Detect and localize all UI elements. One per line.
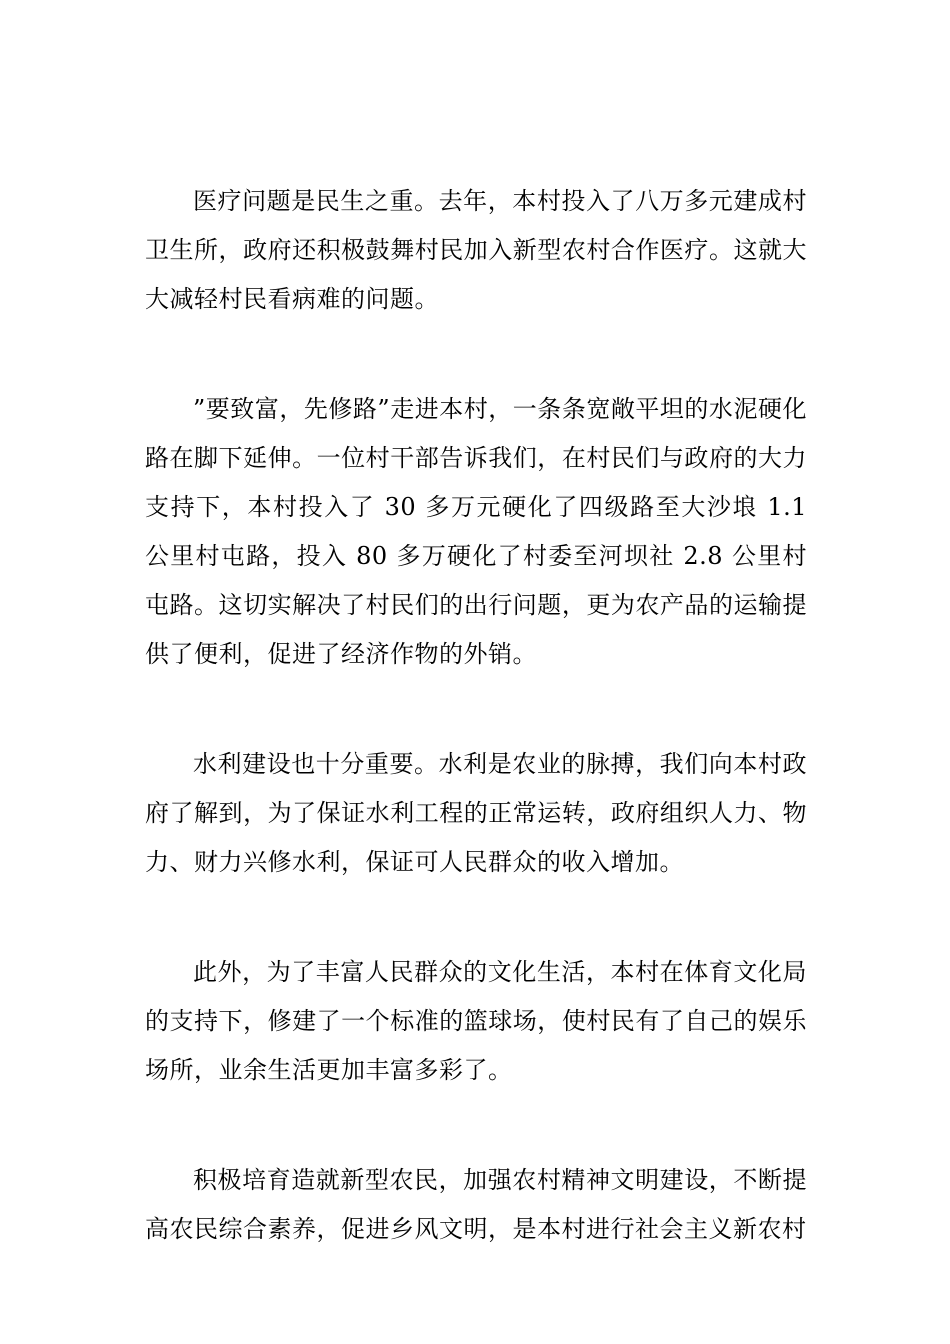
paragraph-medical: 医疗问题是民生之重。去年，本村投入了八万多元建成村卫生所，政府还积极鼓舞村民加入新型农村合作医疗。这就大大减轻村民看病难的问题。 (145, 187, 807, 313)
paragraph-new-farmers: 积极培育造就新型农民，加强农村精神文明建设，不断提高农民综合素养，促进乡风文明，是本村进行社会主义新农村 (145, 1166, 807, 1243)
document-page (145, 177, 807, 1315)
paragraph-roads: ”要致富，先修路”走进本村，一条条宽敞平坦的水泥硬化路在脚下延伸。一位村干部告诉我们，在村民们与政府的大力支持下，本村投入了 30 多万元硬化了四级路至大沙埌 1.1 公里村屯路，投入 80 多万硬化了村委至河坝社 2.8 公里村屯路。这切实解决了村民们的出行问题，更为农产品的运输提供了便利，促进了经济作物的外销。 (145, 395, 807, 668)
paragraph-water-conservancy: 水利建设也十分重要。水利是农业的脉搏，我们向本村政府了解到，为了保证水利工程的正常运转，政府组织人力、物力、财力兴修水利，保证可人民群众的收入增加。 (145, 750, 807, 876)
paragraph-culture: 此外，为了丰富人民群众的文化生活，本村在体育文化局的支持下，修建了一个标准的篮球场，使村民有了自己的娱乐场所，业余生活更加丰富多彩了。 (145, 958, 807, 1084)
